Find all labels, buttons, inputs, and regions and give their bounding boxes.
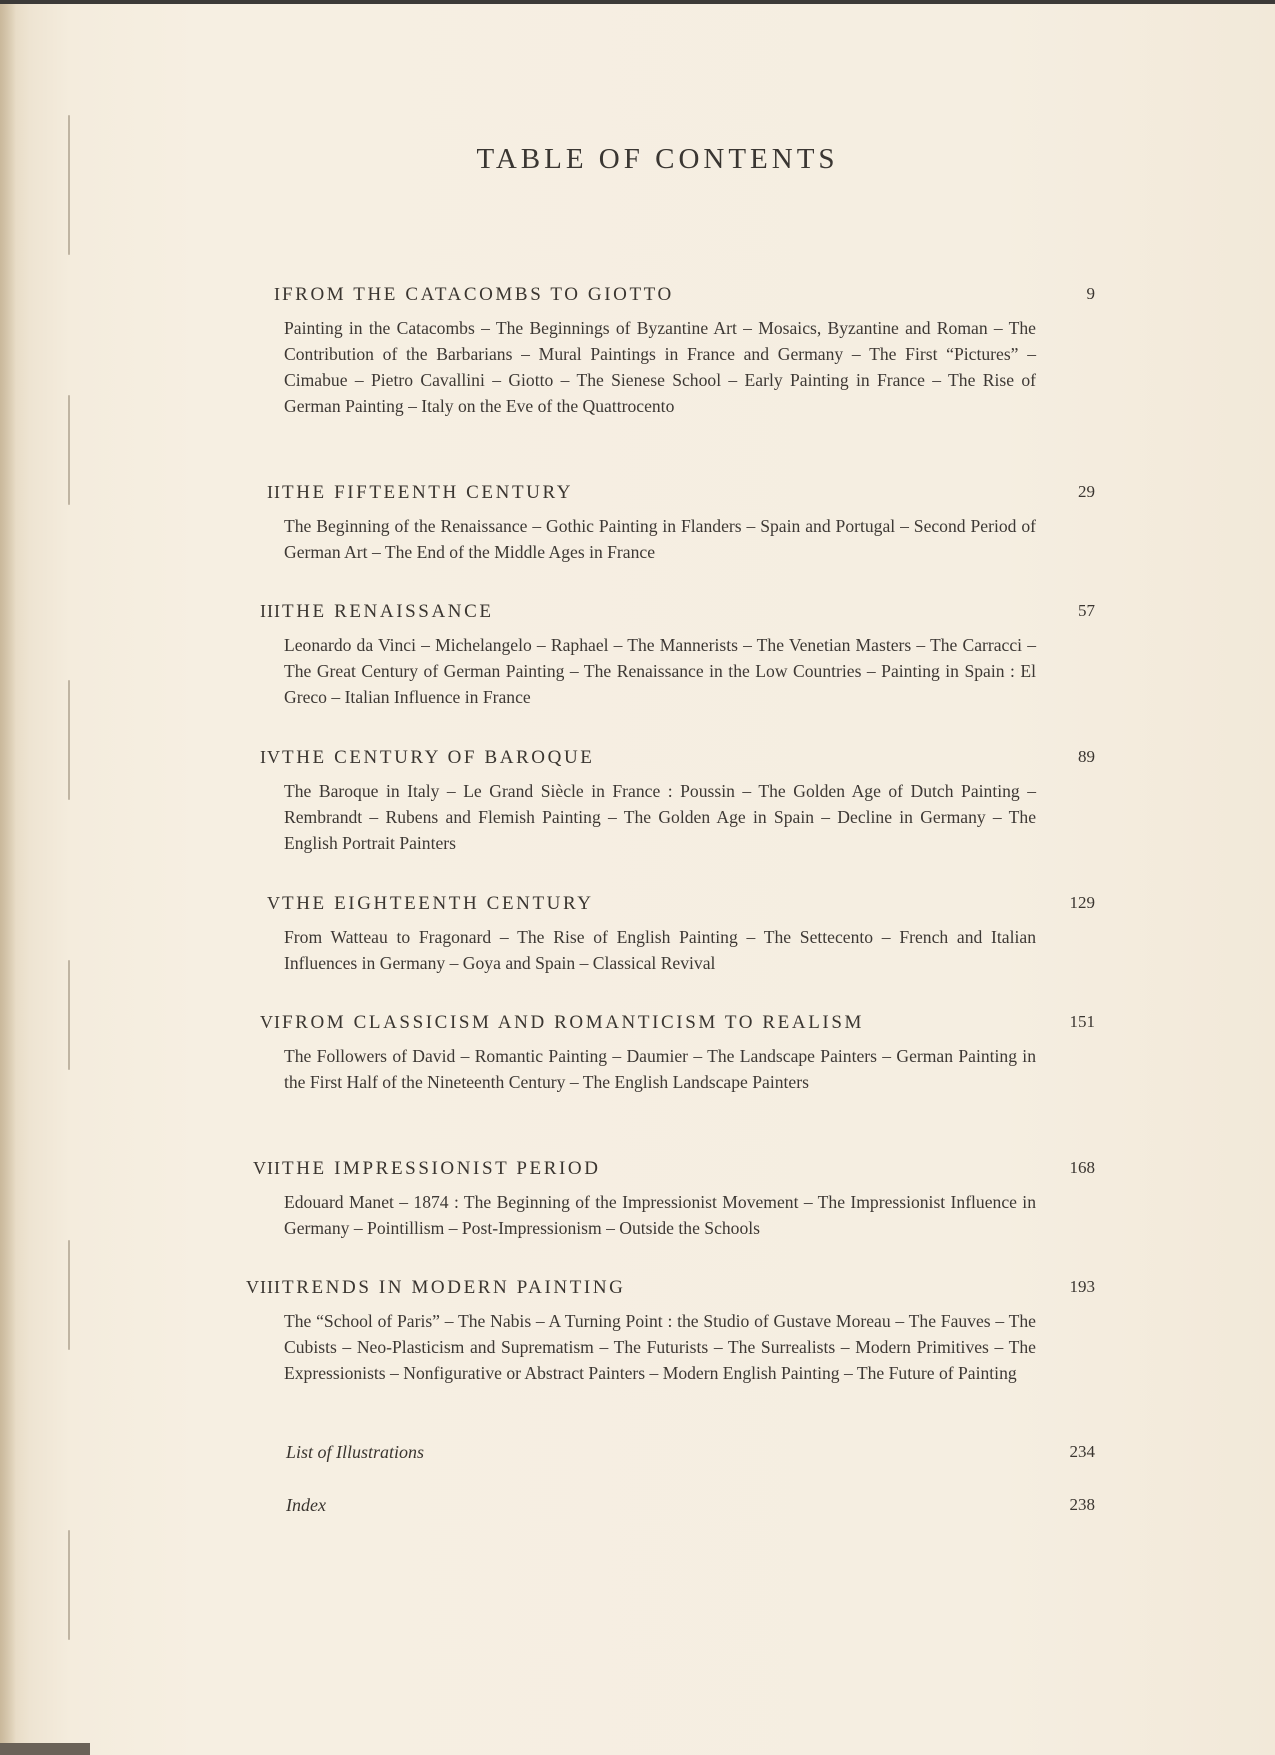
chapter-page-number: 193	[1069, 1277, 1095, 1296]
chapter-title: TRENDS IN MODERN PAINTING	[282, 1277, 626, 1298]
toc-entry-chapter-3	[230, 601, 1095, 710]
chapter-page-number: 57	[1078, 601, 1095, 620]
toc-entry-chapter-5	[230, 893, 1095, 976]
toc-entry-chapter-4	[230, 747, 1095, 856]
back-matter-page-number: 238	[1069, 1495, 1095, 1514]
gutter-shadow	[0, 0, 16, 1755]
chapter-numeral: VI	[260, 1012, 281, 1032]
chapter-description: The Beginning of the Renaissance – Gothic Painting in Flanders – Spain and Portugal – Second Period of German Art – The End of the Middle Ages in France	[284, 516, 1036, 562]
binding-stitch	[68, 680, 70, 800]
toc-entry-chapter-6	[230, 1012, 1095, 1095]
chapter-title: THE IMPRESSIONIST PERIOD	[282, 1158, 601, 1179]
chapter-heading-row	[230, 1012, 1095, 1038]
chapter-title: FROM THE CATACOMBS TO GIOTTO	[282, 284, 674, 305]
toc-entry-chapter-7	[230, 1158, 1095, 1241]
toc-entry-index	[286, 1495, 1095, 1521]
binding-stitch	[68, 960, 70, 1070]
chapter-heading-row	[230, 893, 1095, 919]
binding-stitch	[68, 1530, 70, 1640]
chapter-heading-row	[230, 482, 1095, 508]
chapter-description: Leonardo da Vinci – Michelangelo – Raphael – The Mannerists – The Venetian Masters – The Carracci – The Great Century of German Painting – The Renaissance in the Low Countries – Painting in Spain : El Greco – Italian Influence in France	[284, 635, 1036, 707]
binding-stitch	[68, 115, 70, 255]
chapter-page-number: 168	[1069, 1158, 1095, 1177]
chapter-title: THE CENTURY OF BAROQUE	[282, 747, 595, 768]
chapter-heading-row	[230, 601, 1095, 627]
chapter-numeral: VIII	[246, 1277, 281, 1297]
chapter-title: THE FIFTEENTH CENTURY	[282, 482, 574, 503]
toc-entry-chapter-1	[230, 284, 1095, 419]
chapter-numeral: V	[267, 893, 281, 913]
page-top-edge	[0, 0, 1275, 4]
chapter-page-number: 89	[1078, 747, 1095, 766]
binding-stitch	[68, 395, 70, 505]
chapter-page-number: 9	[1086, 284, 1095, 303]
chapter-numeral: VII	[253, 1158, 281, 1178]
binding-corner	[0, 1743, 90, 1755]
chapter-heading-row	[230, 1277, 1095, 1303]
chapter-numeral: I	[274, 284, 281, 304]
chapter-title: THE RENAISSANCE	[282, 601, 494, 622]
chapter-heading-row	[230, 747, 1095, 773]
toc-entry-chapter-8	[230, 1277, 1095, 1386]
chapter-heading-row	[230, 1158, 1095, 1184]
chapter-description: The “School of Paris” – The Nabis – A Turning Point : the Studio of Gustave Moreau – The Fauves – The Cubists – Neo-Plasticism and Suprematism – The Futurists – The Surrealists – Modern Primitives – The Expressionists – Nonfigurative or Abstract Painters – Modern English Painting – The Future of Painting	[284, 1311, 1036, 1383]
chapter-description: The Baroque in Italy – Le Grand Siècle in France : Poussin – The Golden Age of Dutch Painting – Rembrandt – Rubens and Flemish Painting – The Golden Age in Spain – Decline in Germany – The English Portrait Painters	[284, 781, 1036, 853]
back-matter-page-number: 234	[1069, 1442, 1095, 1461]
chapter-title: THE EIGHTEENTH CENTURY	[282, 893, 594, 914]
chapter-numeral: III	[260, 601, 281, 621]
page-title: TABLE OF CONTENTS	[476, 143, 839, 175]
back-matter-label: List of Illustrations	[286, 1442, 425, 1462]
chapter-numeral: II	[267, 482, 281, 502]
chapter-page-number: 129	[1069, 893, 1095, 912]
chapter-description: The Followers of David – Romantic Painting – Daumier – The Landscape Painters – German Painting in the First Half of the Nineteenth Century – The English Landscape Painters	[284, 1046, 1036, 1092]
chapter-description: From Watteau to Fragonard – The Rise of English Painting – The Settecento – French and Italian Influences in Germany – Goya and Spain – Classical Revival	[284, 927, 1036, 973]
chapter-heading-row	[230, 284, 1095, 310]
toc-entry-list-of-illustrations	[286, 1442, 1095, 1468]
chapter-title: FROM CLASSICISM AND ROMANTICISM TO REALISM	[282, 1012, 865, 1033]
chapter-page-number: 29	[1078, 482, 1095, 501]
chapter-numeral: IV	[260, 747, 281, 767]
chapter-description: Edouard Manet – 1874 : The Beginning of the Impressionist Movement – The Impressionist Influence in Germany – Pointillism – Post-Impressionism – Outside the Schools	[284, 1192, 1036, 1238]
chapter-description: Painting in the Catacombs – The Beginnings of Byzantine Art – Mosaics, Byzantine and Roman – The Contribution of the Barbarians – Mural Paintings in France and Germany – The First “Pictures” – Cimabue – Pietro Cavallini – Giotto – The Sienese School – Early Painting in France – The Rise of German Painting – Italy on the Eve of the Quattrocento	[284, 318, 1036, 416]
chapter-page-number: 151	[1069, 1012, 1095, 1031]
toc-entry-chapter-2	[230, 482, 1095, 565]
back-matter-label: Index	[286, 1495, 326, 1515]
binding-stitch	[68, 1240, 70, 1350]
